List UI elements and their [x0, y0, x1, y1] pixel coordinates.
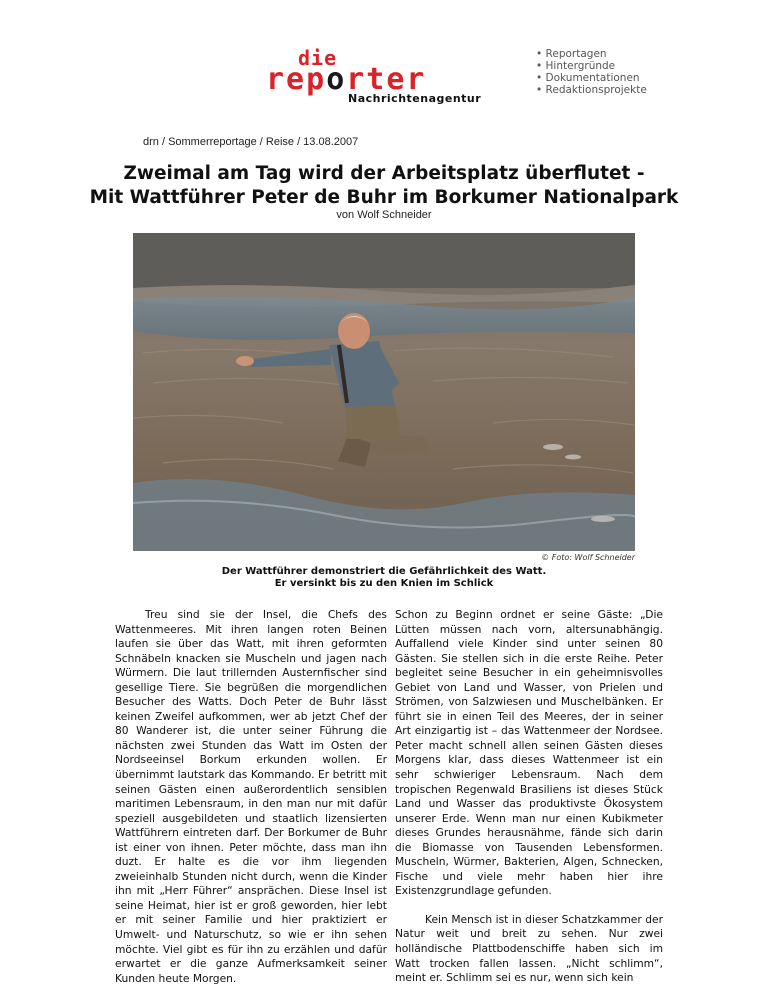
- photo-credit: © Foto: Wolf Schneider: [541, 553, 635, 562]
- article-headline: [60, 162, 708, 210]
- byline: von Wolf Schneider: [336, 209, 432, 221]
- headline-line-2: Mit Wattführer Peter de Buhr im Borkumer Nationalpark: [89, 187, 679, 208]
- breadcrumb: drn / Sommerreportage / Reise / 13.08.2007: [143, 136, 359, 148]
- caption-line-1: Der Wattführer demonstriert die Gefährlichkeit des Watt.: [221, 566, 547, 577]
- caption-line-2: Er versinkt bis zu den Knien im Schlick: [274, 578, 494, 589]
- nav-item-redaktionsprojekte[interactable]: • Redaktionsprojekte: [536, 84, 647, 96]
- paragraph: Schon zu Beginn ordnet er seine Gäste: „Die Lütten müssen nach vorn, altersunabhängig. Auffallend viele Kinder sind unter seinen 80 Gästen. Sie stellen sich in die erste Reihe. Peter begleitet seine Besucher in ein geheimnisvolles Gebiet von Land und Wasser, von Prielen und Strömen, von Salzwiesen und Muschelbänken. Er führt sie in einen Teil des Meeres, der in seiner Art einzigartig ist – das Wattenmeer der Nordsee. Peter macht schnell allen seinen Gästen dieses Morgens klar, dass dieses Wattenmeer ist ein sehr schwieriger Lebensraum. Nach dem tropischen Regenwald Brasiliens ist dieses Stück Land und Wasser das produktivste Ökosystem unserer Erde. Wenn man nur einen Kubikmeter dieses Grundes herausnähme, fände sich darin die Biomasse von Tausenden Lebensformen. Muscheln, Würmer, Bakterien, Algen, Schnecken, Fische und viele mehr haben hier ihre Existenzgrundlage gefunden.: [395, 608, 663, 898]
- photo-caption: [0, 566, 768, 590]
- article-photo: [133, 233, 635, 551]
- headline-line-1: Zweimal am Tag wird der Arbeitsplatz überflutet -: [123, 163, 645, 184]
- logo-part-b: o: [326, 62, 347, 97]
- logo-part-a: rep: [266, 62, 327, 97]
- logo-tagline: Nachrichtenagentur: [348, 92, 482, 105]
- nav-item-dokumentationen[interactable]: • Dokumentationen: [536, 72, 647, 84]
- nav-item-reportagen[interactable]: • Reportagen: [536, 48, 647, 60]
- top-nav: [536, 48, 647, 96]
- logo-part-c: rter: [346, 62, 427, 97]
- paragraph: Kein Mensch ist in dieser Schatzkammer der Natur weit und breit zu sehen. Nur zwei holländische Plattbodenschiffe haben sich im Watt trocken fallen lassen. „Nicht schlimm“, meint er. Schlimm sei es nur, wenn sich kein: [395, 912, 663, 985]
- logo[interactable]: [266, 46, 482, 110]
- logo-die-text: die: [298, 46, 338, 70]
- article-column-right: [395, 608, 663, 986]
- article-column-left: [115, 608, 387, 986]
- nav-item-hintergruende[interactable]: • Hintergründe: [536, 60, 647, 72]
- paragraph: Treu sind sie der Insel, die Chefs des Wattenmeeres. Mit ihren langen roten Beinen laufen sie über das Watt, mit ihren geformten Schnäbeln knacken sie Muscheln und jagen nach Würmern. Die laut trillernden Austernfischer sind gesellige Tiere. Sie begrüßen die morgendlichen Besucher des Watts. Doch Peter de Buhr lässt keinen Zweifel aufkommen, wer ab jetzt Chef der 80 Wanderer ist, die unter seiner Führung die nächsten zwei Stunden das Watt im Osten der Nordseeinsel Borkum erkunden wollen. Er übernimmt lautstark das Kommando. Er betritt mit seinen Gästen einen außerordentlich sensiblen maritimen Lebensraum, in den man nur mit dafür speziell ausgebildeten und staatlich lizensierten Wattführern eintreten darf. Der Borkumer de Buhr ist einer von ihnen. Peter möchte, dass man ihn duzt. Er halte es die vor ihm liegenden zweieinhalb Stunden nicht durch, wenn die Kinder ihn mit „Herr Führer“ ansprächen. Diese Insel ist seine Heimat, hier ist er groß geworden, hier lebt er mit seiner Familie und hier praktiziert er Umwelt- und Naturschutz, so wie er ihn sehen möchte. Viel gibt es für ihn zu erzählen und dafür erwartet er die ganze Aufmerksamkeit seiner Kunden heute Morgen.: [115, 608, 387, 985]
